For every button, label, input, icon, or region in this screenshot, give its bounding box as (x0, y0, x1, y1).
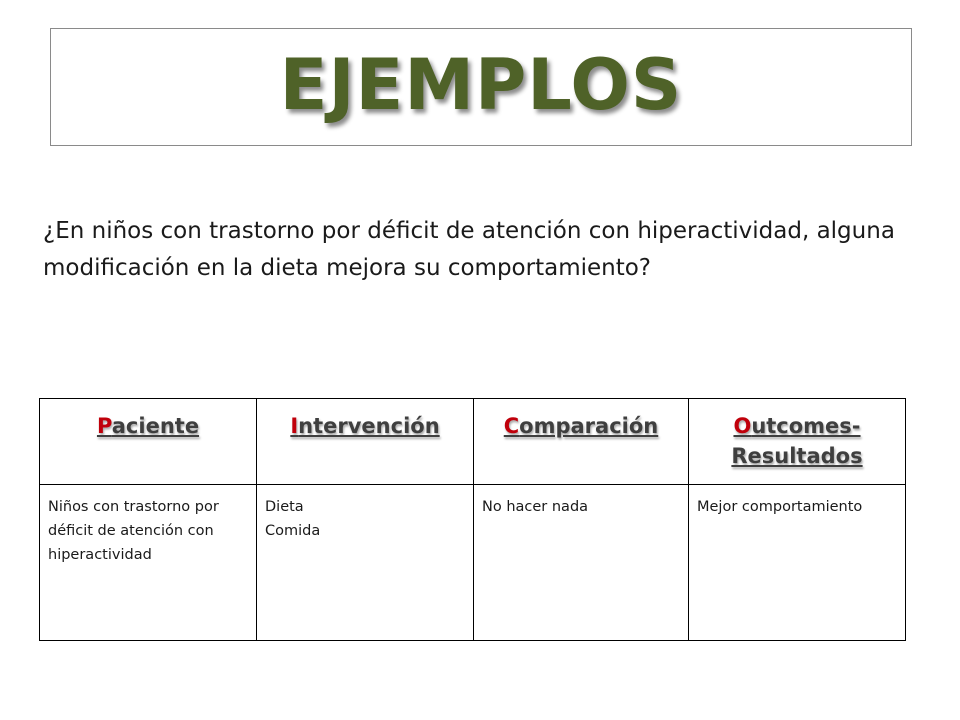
cell-text: Comida (265, 523, 321, 539)
header-rest: ntervención (298, 414, 440, 438)
header-outcomes (689, 399, 906, 485)
cell-outcomes (689, 485, 906, 641)
header-rest: omparación (519, 414, 659, 438)
table-row (40, 485, 906, 641)
title-box (50, 28, 912, 146)
header-comparacion (474, 399, 689, 485)
cell-text: Niños con trastorno por déficit de atención con hiperactividad (48, 499, 219, 563)
header-initial: C (503, 414, 520, 438)
header-initial: O (733, 414, 752, 438)
cell-paciente (40, 485, 257, 641)
cell-text: Dieta (265, 499, 304, 515)
header-initial: P (96, 414, 112, 438)
header-intervencion (257, 399, 474, 485)
table-header-row (40, 399, 906, 485)
header-rest: utcomes-Resultados (731, 414, 863, 468)
cell-intervencion (257, 485, 474, 641)
page-title: EJEMPLOS (279, 44, 683, 126)
pico-table (39, 398, 906, 641)
cell-text: Mejor comportamiento (697, 499, 863, 515)
research-question: ¿En niños con trastorno por déficit de atención con hiperactividad, alguna modificación en la dieta mejora su comportamiento? (43, 218, 895, 281)
header-initial: I (290, 414, 299, 438)
cell-comparacion (474, 485, 689, 641)
header-paciente (40, 399, 257, 485)
cell-text: No hacer nada (482, 499, 589, 515)
header-rest: aciente (111, 414, 200, 438)
